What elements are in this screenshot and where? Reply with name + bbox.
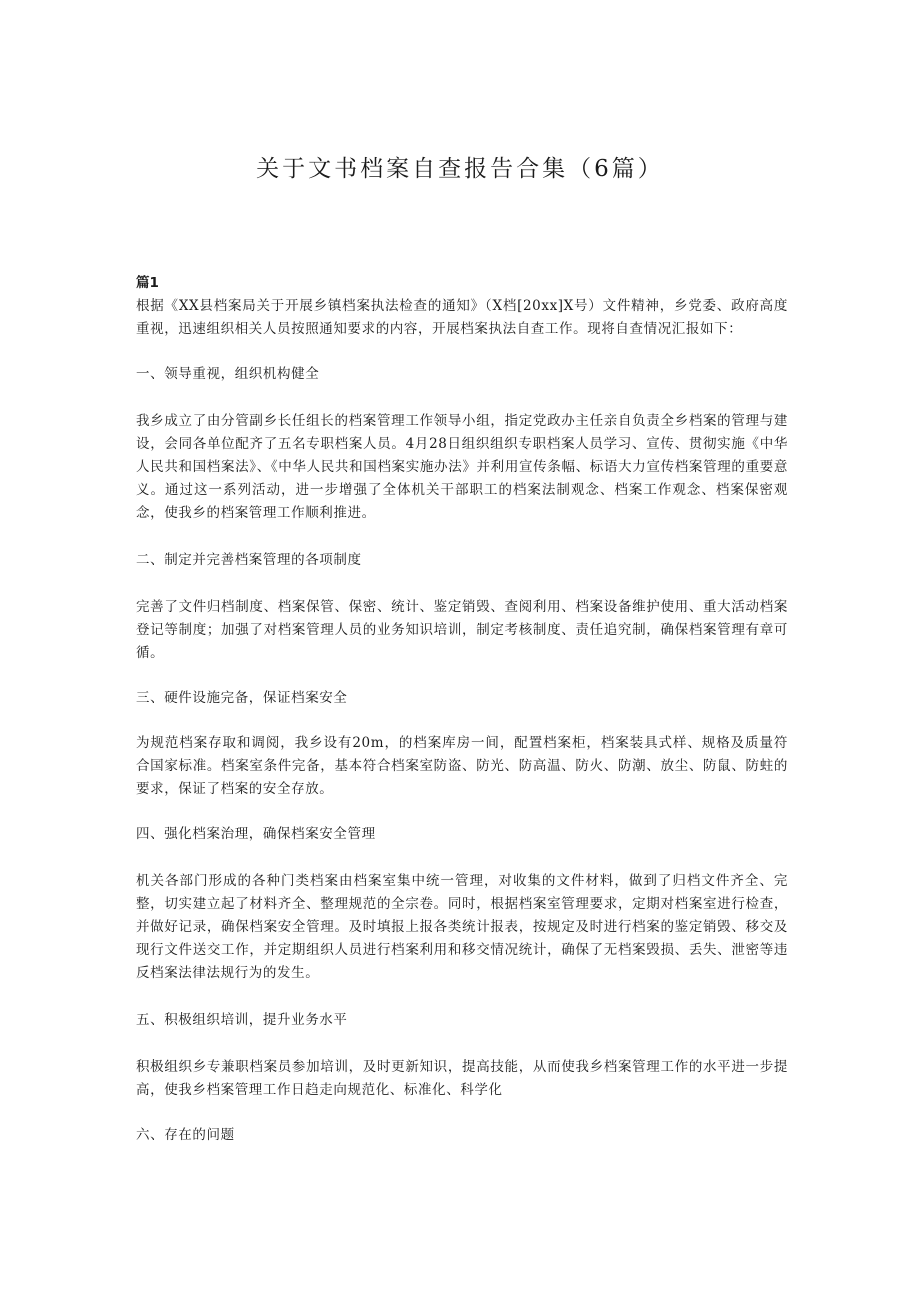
document-title: 关于文书档案自查报告合集（6篇） xyxy=(256,156,664,182)
section-heading-6: 六、存在的问题 xyxy=(136,1127,235,1143)
section-heading-5: 五、积极组织培训，提升业务水平 xyxy=(136,1012,348,1028)
intro-paragraph: 根据《XX县档案局关于开展乡镇档案执法检查的通知》（X档[20xx]X号）文件精神，乡党委、政府高度重视，迅速组织相关人员按照通知要求的内容，开展档案执法自查工作。现将自查情况汇报如下： xyxy=(136,298,788,337)
section-body-1: 我乡成立了由分管副乡长任组长的档案管理工作领导小组，指定党政办主任亲自负责全乡档案的管理与建设，会同各单位配齐了五名专职档案人员。4月28日组织组织专职档案人员学习、宣传、贯彻实施《中华人民共和国档案法》、《中华人民共和国档案实施办法》并利用宣传条幅、标语大力宣传档案管理的重要意义。通过这一系列活动，进一步增强了全体机关干部职工的档案法制观念、档案工作观念、档案保密观念，使我乡的档案管理工作顺利推进。 xyxy=(136,413,788,521)
section-heading-2: 二、制定并完善档案管理的各项制度 xyxy=(136,552,362,568)
chapter-label: 篇1 xyxy=(136,275,159,291)
section-body-2: 完善了文件归档制度、档案保管、保密、统计、鉴定销毁、查阅利用、档案设备维护使用、重大活动档案登记等制度；加强了对档案管理人员的业务知识培训，制定考核制度、责任追究制，确保档案管理有章可循。 xyxy=(136,599,788,661)
section-heading-3: 三、硬件设施完备，保证档案安全 xyxy=(136,690,348,706)
section-body-5: 积极组织乡专兼职档案员参加培训，及时更新知识，提高技能，从而使我乡档案管理工作的水平进一步提高，使我乡档案管理工作日趋走向规范化、标准化、科学化 xyxy=(136,1059,788,1098)
section-body-4: 机关各部门形成的各种门类档案由档案室集中统一管理，对收集的文件材料，做到了归档文件齐全、完整，切实建立起了材料齐全、整理规范的全宗卷。同时，根据档案室管理要求，定期对档案室进行检查，并做好记录，确保档案安全管理。及时填报上报各类统计报表，按规定及时进行档案的鉴定销毁、移交及现行文件送交工作，并定期组织人员进行档案利用和移交情况统计，确保了无档案毁损、丢失、泄密等违反档案法律法规行为的发生。 xyxy=(136,873,788,981)
section-heading-1: 一、领导重视，组织机构健全 xyxy=(136,366,320,382)
section-body-3: 为规范档案存取和调阅，我乡设有20m，的档案库房一间，配置档案柜，档案装具式样、规格及质量符合国家标准。档案室条件完备，基本符合档案室防盗、防光、防高温、防火、防潮、放尘、防鼠、防蛀的要求，保证了档案的安全存放。 xyxy=(136,735,788,797)
document-body xyxy=(136,272,788,1147)
section-heading-4: 四、强化档案治理，确保档案安全管理 xyxy=(136,826,376,842)
